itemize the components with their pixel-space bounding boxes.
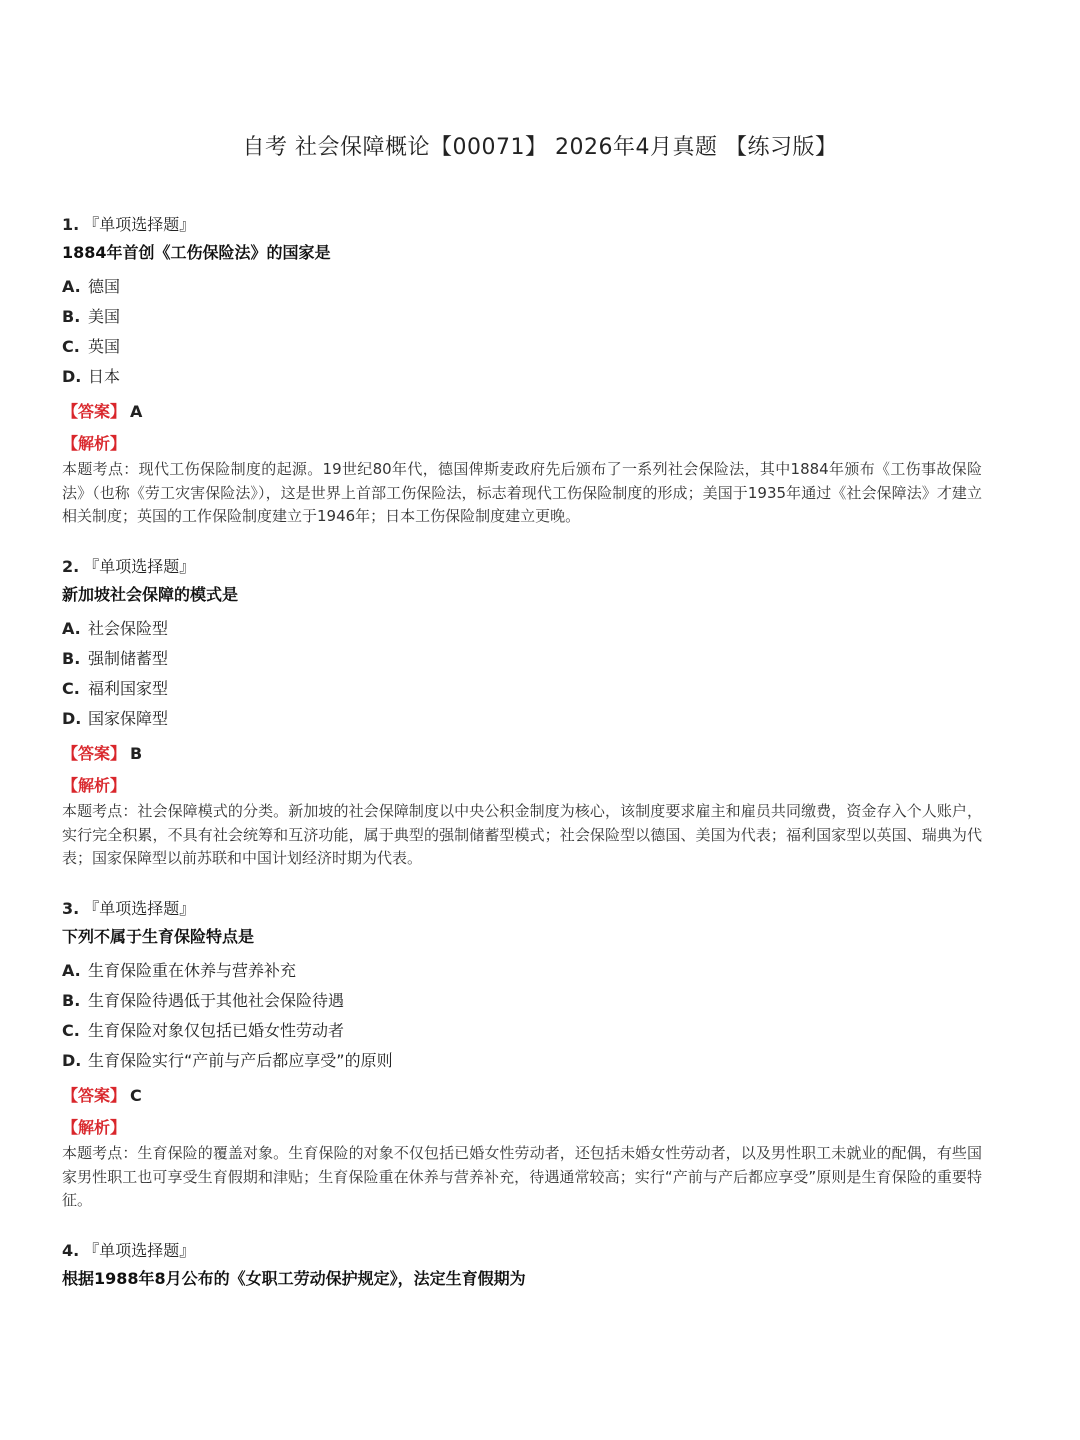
question-2 — [62, 555, 982, 871]
option-letter: D. — [62, 367, 82, 386]
question-4 — [62, 1239, 982, 1291]
question-type: 『单项选择题』 — [83, 899, 196, 918]
option-c — [62, 337, 982, 367]
option-b — [62, 991, 982, 1021]
option-text: 英国 — [88, 337, 121, 356]
option-d — [62, 1051, 982, 1081]
option-text: 福利国家型 — [88, 679, 169, 698]
option-c — [62, 1021, 982, 1051]
option-a — [62, 277, 982, 307]
option-b — [62, 649, 982, 679]
option-letter: D. — [62, 709, 82, 728]
option-text: 生育保险对象仅包括已婚女性劳动者 — [88, 1021, 345, 1040]
answer-value: A — [130, 402, 143, 421]
option-list — [62, 619, 982, 739]
option-a — [62, 619, 982, 649]
question-header — [62, 213, 982, 237]
analysis-tag: 【解析】 — [62, 434, 127, 453]
option-letter: A. — [62, 277, 81, 296]
question-3 — [62, 897, 982, 1213]
question-header — [62, 555, 982, 579]
option-text: 美国 — [88, 307, 121, 326]
analysis-text: 本题考点：生育保险的覆盖对象。生育保险的对象不仅包括已婚女性劳动者，还包括未婚女性劳动者，以及男性职工未就业的配偶，有些国家男性职工也可享受生育假期和津贴；生育保险重在休养与营养补充，待遇通常较高；实行“产前与产后都应享受”原则是生育保险的重要特征。 — [62, 1144, 982, 1209]
option-a — [62, 961, 982, 991]
option-text: 国家保障型 — [88, 709, 169, 728]
option-text: 社会保险型 — [88, 619, 169, 638]
option-list — [62, 961, 982, 1081]
answer-tag: 【答案】 — [62, 744, 127, 763]
analysis-label — [62, 432, 982, 456]
question-type: 『单项选择题』 — [83, 1241, 196, 1260]
option-list — [62, 277, 982, 397]
question-number: 4. — [62, 1241, 80, 1260]
answer-value: C — [130, 1086, 142, 1105]
analysis-text: 本题考点：社会保障模式的分类。新加坡的社会保障制度以中央公积金制度为核心，该制度要求雇主和雇员共同缴费，资金存入个人账户，实行完全积累，不具有社会统筹和互济功能，属于典型的强制储蓄型模式；社会保险型以德国、美国为代表；福利国家型以英国、瑞典为代表；国家保障型以前苏联和中国计划经济时期为代表。 — [62, 802, 982, 867]
option-letter: C. — [62, 337, 80, 356]
question-type: 『单项选择题』 — [83, 215, 196, 234]
option-letter: C. — [62, 679, 80, 698]
question-number: 1. — [62, 215, 80, 234]
option-c — [62, 679, 982, 709]
answer-line — [62, 400, 982, 424]
answer-value: B — [130, 744, 143, 763]
document-title: 自考 社会保障概论【00071】 2026年4月真题 【练习版】 — [242, 135, 838, 160]
analysis-tag: 【解析】 — [62, 776, 127, 795]
option-text: 生育保险重在休养与营养补充 — [88, 961, 297, 980]
option-text: 日本 — [88, 367, 121, 386]
option-letter: C. — [62, 1021, 80, 1040]
answer-tag: 【答案】 — [62, 402, 127, 421]
answer-line — [62, 742, 982, 766]
option-letter: A. — [62, 619, 81, 638]
option-d — [62, 709, 982, 739]
option-letter: D. — [62, 1051, 82, 1070]
answer-line — [62, 1084, 982, 1108]
analysis-tag: 【解析】 — [62, 1118, 127, 1137]
question-stem: 下列不属于生育保险特点是 — [62, 927, 255, 946]
option-text: 强制储蓄型 — [88, 649, 169, 668]
option-letter: B. — [62, 307, 81, 326]
question-number: 3. — [62, 899, 80, 918]
option-letter: B. — [62, 991, 81, 1010]
option-d — [62, 367, 982, 397]
analysis-label — [62, 774, 982, 798]
option-letter: A. — [62, 961, 81, 980]
option-text: 德国 — [88, 277, 121, 296]
question-type: 『单项选择题』 — [83, 557, 196, 576]
option-b — [62, 307, 982, 337]
option-letter: B. — [62, 649, 81, 668]
question-header — [62, 897, 982, 921]
question-stem: 新加坡社会保障的模式是 — [62, 585, 239, 604]
option-text: 生育保险实行“产前与产后都应享受”的原则 — [88, 1051, 393, 1070]
question-number: 2. — [62, 557, 80, 576]
question-header — [62, 1239, 982, 1263]
analysis-label — [62, 1116, 982, 1140]
analysis-text: 本题考点：现代工伤保险制度的起源。19世纪80年代，德国俾斯麦政府先后颁布了一系列社会保险法，其中1884年颁布《工伤事故保险法》（也称《劳工灾害保险法》），这是世界上首部工伤保险法，标志着现代工伤保险制度的形成；美国于1935年通过《社会保障法》才建立相关制度；英国的工作保险制度建立于1946年；日本工伤保险制度建立更晚。 — [62, 460, 982, 525]
question-stem: 1884年首创《工伤保险法》的国家是 — [62, 243, 331, 262]
answer-tag: 【答案】 — [62, 1086, 127, 1105]
question-stem: 根据1988年8月公布的《女职工劳动保护规定》，法定生育假期为 — [62, 1269, 526, 1288]
question-1 — [62, 213, 982, 529]
option-text: 生育保险待遇低于其他社会保险待遇 — [88, 991, 345, 1010]
